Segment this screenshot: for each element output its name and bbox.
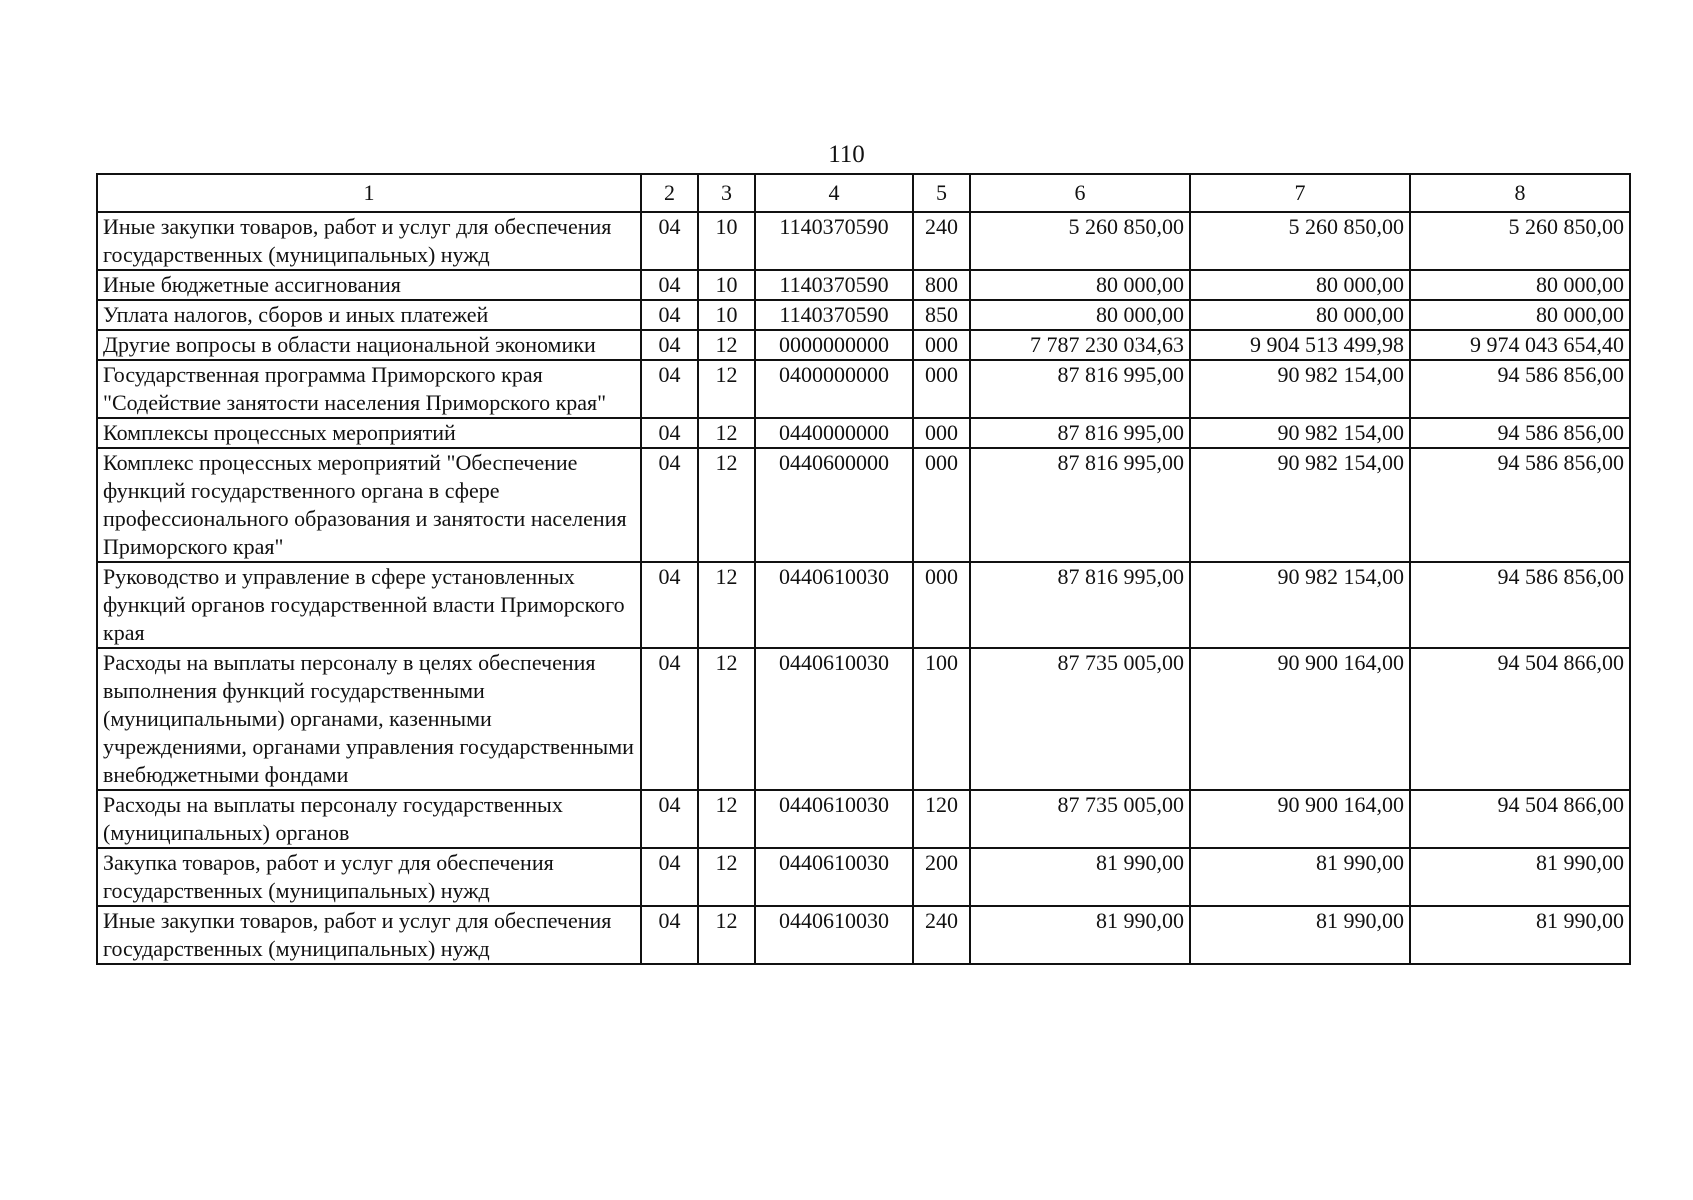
table-row bbox=[97, 270, 1630, 300]
table-row bbox=[97, 790, 1630, 848]
row-amount-col7: 81 990,00 bbox=[1190, 906, 1410, 964]
header-col-4: 4 bbox=[755, 174, 913, 212]
row-expense-type: 000 bbox=[913, 448, 970, 562]
row-amount-col6: 81 990,00 bbox=[970, 848, 1190, 906]
row-amount-col8: 9 974 043 654,40 bbox=[1410, 330, 1630, 360]
row-amount-col8: 94 586 856,00 bbox=[1410, 448, 1630, 562]
row-amount-col8: 94 586 856,00 bbox=[1410, 562, 1630, 648]
table-row bbox=[97, 648, 1630, 790]
row-amount-col7: 80 000,00 bbox=[1190, 270, 1410, 300]
row-amount-col8: 5 260 850,00 bbox=[1410, 212, 1630, 270]
row-expense-type: 000 bbox=[913, 360, 970, 418]
row-amount-col7: 90 900 164,00 bbox=[1190, 790, 1410, 848]
row-expense-type: 100 bbox=[913, 648, 970, 790]
row-amount-col6: 81 990,00 bbox=[970, 906, 1190, 964]
row-subsection: 10 bbox=[698, 270, 755, 300]
row-name: Иные закупки товаров, работ и услуг для обеспечения государственных (муниципальных) нужд bbox=[97, 212, 641, 270]
row-section: 04 bbox=[641, 300, 698, 330]
row-expense-type: 000 bbox=[913, 562, 970, 648]
row-target-code: 0000000000 bbox=[755, 330, 913, 360]
row-amount-col7: 90 900 164,00 bbox=[1190, 648, 1410, 790]
row-amount-col8: 80 000,00 bbox=[1410, 270, 1630, 300]
row-expense-type: 000 bbox=[913, 330, 970, 360]
row-subsection: 10 bbox=[698, 300, 755, 330]
row-expense-type: 000 bbox=[913, 418, 970, 448]
row-amount-col7: 5 260 850,00 bbox=[1190, 212, 1410, 270]
header-col-7: 7 bbox=[1190, 174, 1410, 212]
table-row bbox=[97, 848, 1630, 906]
row-name: Уплата налогов, сборов и иных платежей bbox=[97, 300, 641, 330]
row-expense-type: 240 bbox=[913, 906, 970, 964]
row-amount-col8: 81 990,00 bbox=[1410, 906, 1630, 964]
table-row bbox=[97, 418, 1630, 448]
table-row bbox=[97, 330, 1630, 360]
row-name: Комплекс процессных мероприятий "Обеспечение функций государственного органа в сфере профессионального образования и занятости населения Приморского края" bbox=[97, 448, 641, 562]
row-section: 04 bbox=[641, 848, 698, 906]
row-amount-col7: 90 982 154,00 bbox=[1190, 448, 1410, 562]
row-amount-col7: 9 904 513 499,98 bbox=[1190, 330, 1410, 360]
row-subsection: 10 bbox=[698, 212, 755, 270]
row-name: Расходы на выплаты персоналу в целях обеспечения выполнения функций государственными (муниципальными) органами, казенными учреждениями, органами управления государственными внебюджетными фондами bbox=[97, 648, 641, 790]
row-section: 04 bbox=[641, 270, 698, 300]
table-row bbox=[97, 360, 1630, 418]
row-amount-col7: 80 000,00 bbox=[1190, 300, 1410, 330]
header-col-5: 5 bbox=[913, 174, 970, 212]
row-name: Закупка товаров, работ и услуг для обеспечения государственных (муниципальных) нужд bbox=[97, 848, 641, 906]
row-subsection: 12 bbox=[698, 790, 755, 848]
table-row bbox=[97, 562, 1630, 648]
table-row bbox=[97, 906, 1630, 964]
header-col-6: 6 bbox=[970, 174, 1190, 212]
table-row bbox=[97, 300, 1630, 330]
row-target-code: 0440610030 bbox=[755, 790, 913, 848]
page-number: 110 bbox=[828, 141, 865, 168]
row-amount-col6: 5 260 850,00 bbox=[970, 212, 1190, 270]
header-col-2: 2 bbox=[641, 174, 698, 212]
row-name: Иные бюджетные ассигнования bbox=[97, 270, 641, 300]
row-target-code: 0440610030 bbox=[755, 906, 913, 964]
header-col-8: 8 bbox=[1410, 174, 1630, 212]
row-expense-type: 120 bbox=[913, 790, 970, 848]
row-amount-col8: 94 586 856,00 bbox=[1410, 360, 1630, 418]
row-expense-type: 800 bbox=[913, 270, 970, 300]
row-subsection: 12 bbox=[698, 562, 755, 648]
row-target-code: 0400000000 bbox=[755, 360, 913, 418]
header-col-1: 1 bbox=[97, 174, 641, 212]
row-section: 04 bbox=[641, 562, 698, 648]
row-amount-col8: 80 000,00 bbox=[1410, 300, 1630, 330]
row-section: 04 bbox=[641, 906, 698, 964]
row-amount-col7: 90 982 154,00 bbox=[1190, 418, 1410, 448]
row-expense-type: 240 bbox=[913, 212, 970, 270]
row-subsection: 12 bbox=[698, 360, 755, 418]
row-target-code: 0440610030 bbox=[755, 562, 913, 648]
row-amount-col8: 94 504 866,00 bbox=[1410, 648, 1630, 790]
table-row bbox=[97, 448, 1630, 562]
row-target-code: 0440610030 bbox=[755, 648, 913, 790]
row-amount-col8: 94 586 856,00 bbox=[1410, 418, 1630, 448]
budget-table bbox=[96, 173, 1631, 965]
header-col-3: 3 bbox=[698, 174, 755, 212]
table-row bbox=[97, 212, 1630, 270]
row-target-code: 0440600000 bbox=[755, 448, 913, 562]
row-section: 04 bbox=[641, 448, 698, 562]
row-name: Другие вопросы в области национальной экономики bbox=[97, 330, 641, 360]
row-section: 04 bbox=[641, 330, 698, 360]
row-amount-col6: 87 816 995,00 bbox=[970, 562, 1190, 648]
row-section: 04 bbox=[641, 790, 698, 848]
row-amount-col6: 87 735 005,00 bbox=[970, 790, 1190, 848]
row-target-code: 0440610030 bbox=[755, 848, 913, 906]
row-amount-col6: 80 000,00 bbox=[970, 270, 1190, 300]
row-expense-type: 200 bbox=[913, 848, 970, 906]
row-amount-col8: 81 990,00 bbox=[1410, 848, 1630, 906]
row-amount-col6: 7 787 230 034,63 bbox=[970, 330, 1190, 360]
row-name: Расходы на выплаты персоналу государственных (муниципальных) органов bbox=[97, 790, 641, 848]
row-section: 04 bbox=[641, 212, 698, 270]
row-amount-col6: 87 735 005,00 bbox=[970, 648, 1190, 790]
row-target-code: 1140370590 bbox=[755, 270, 913, 300]
row-target-code: 1140370590 bbox=[755, 300, 913, 330]
row-subsection: 12 bbox=[698, 848, 755, 906]
row-name: Комплексы процессных мероприятий bbox=[97, 418, 641, 448]
row-section: 04 bbox=[641, 648, 698, 790]
row-amount-col7: 81 990,00 bbox=[1190, 848, 1410, 906]
row-amount-col7: 90 982 154,00 bbox=[1190, 360, 1410, 418]
row-subsection: 12 bbox=[698, 648, 755, 790]
row-amount-col8: 94 504 866,00 bbox=[1410, 790, 1630, 848]
row-amount-col6: 87 816 995,00 bbox=[970, 448, 1190, 562]
row-name: Государственная программа Приморского края "Содействие занятости населения Приморского края" bbox=[97, 360, 641, 418]
header-row bbox=[97, 174, 1630, 212]
row-expense-type: 850 bbox=[913, 300, 970, 330]
row-section: 04 bbox=[641, 360, 698, 418]
row-subsection: 12 bbox=[698, 330, 755, 360]
row-name: Иные закупки товаров, работ и услуг для обеспечения государственных (муниципальных) нужд bbox=[97, 906, 641, 964]
row-subsection: 12 bbox=[698, 448, 755, 562]
row-amount-col7: 90 982 154,00 bbox=[1190, 562, 1410, 648]
row-amount-col6: 87 816 995,00 bbox=[970, 360, 1190, 418]
row-amount-col6: 80 000,00 bbox=[970, 300, 1190, 330]
row-amount-col6: 87 816 995,00 bbox=[970, 418, 1190, 448]
row-subsection: 12 bbox=[698, 418, 755, 448]
row-name: Руководство и управление в сфере установленных функций органов государственной власти Приморского края bbox=[97, 562, 641, 648]
row-section: 04 bbox=[641, 418, 698, 448]
row-target-code: 1140370590 bbox=[755, 212, 913, 270]
row-target-code: 0440000000 bbox=[755, 418, 913, 448]
row-subsection: 12 bbox=[698, 906, 755, 964]
